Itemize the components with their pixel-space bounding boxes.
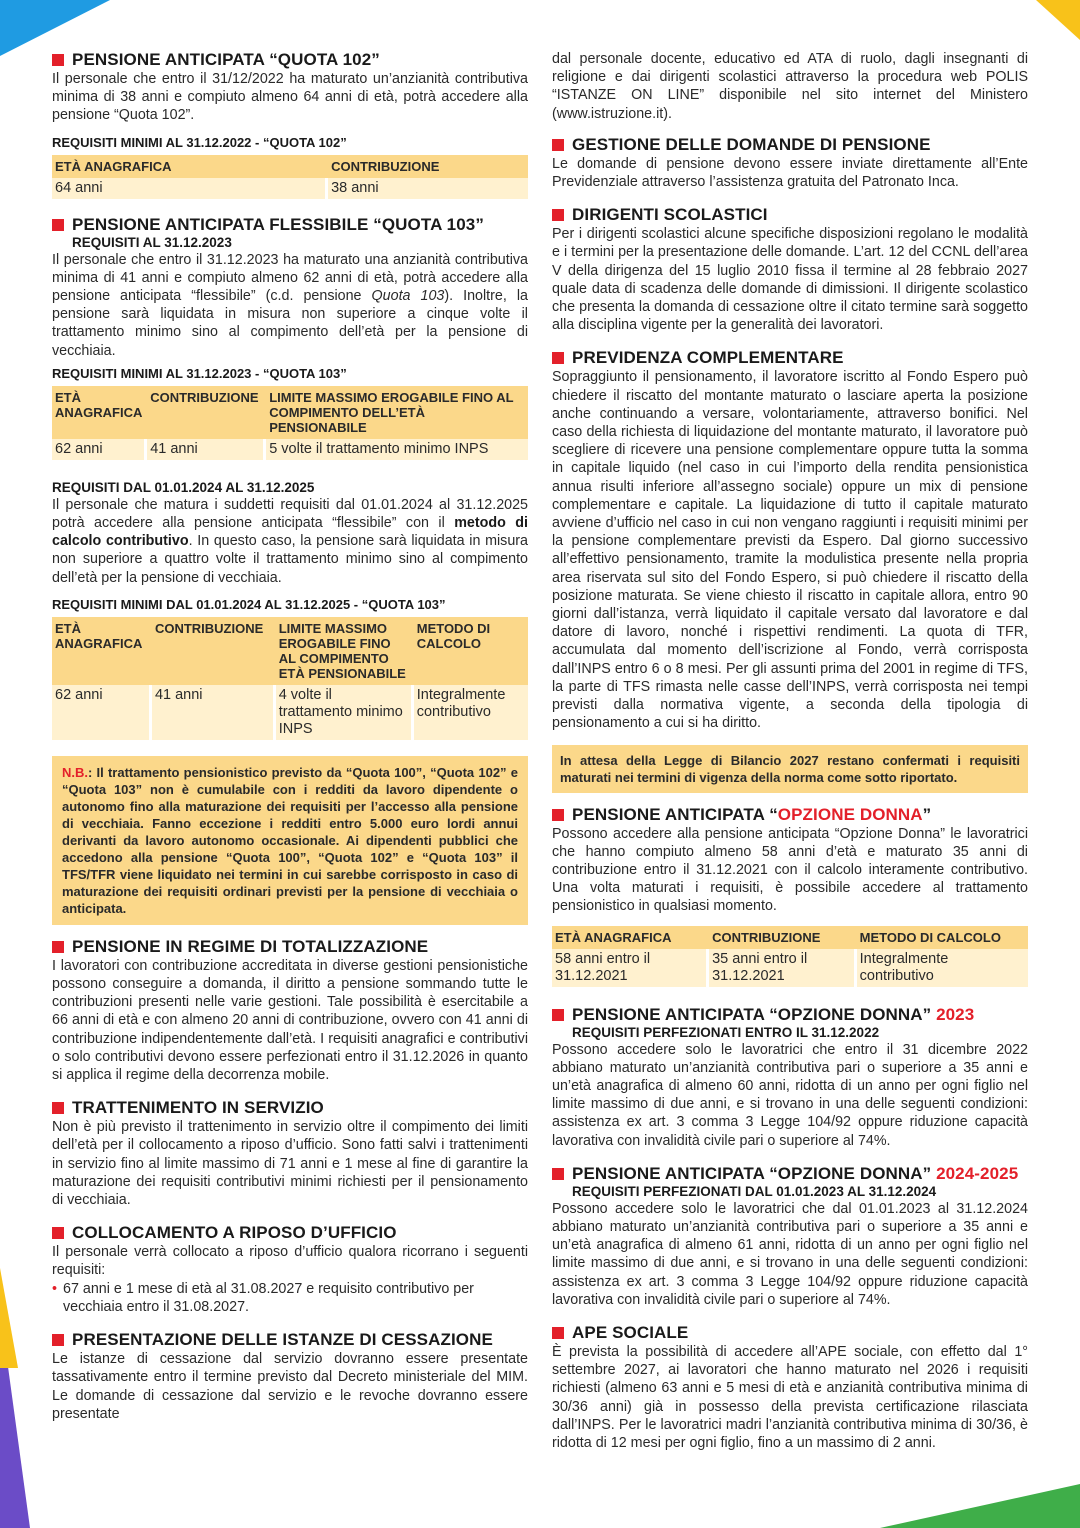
red-square-bullet-icon: [52, 1227, 64, 1239]
table-cell: 38 anni: [328, 178, 528, 199]
section-title: APE SOCIALE: [572, 1322, 689, 1342]
table-header: CONTRIBUZIONE: [152, 617, 276, 685]
section-previdenza: [552, 348, 1028, 732]
table-cell: 58 anni entro il 31.12.2021: [552, 949, 709, 987]
section-title: PENSIONE ANTICIPATA FLESSIBILE “QUOTA 103”: [72, 214, 484, 234]
section-dirigenti: [552, 205, 1028, 334]
table-cell: 41 anni: [152, 685, 276, 740]
red-square-bullet-icon: [52, 1334, 64, 1346]
section-body: Le domande di pensione devono essere inviate direttamente all’Ente Previdenziale attraverso l’assistenza gratuita del Patronato Inca.: [552, 155, 1028, 191]
section-collocamento: [52, 1223, 528, 1316]
section-body: Le istanze di cessazione dal servizio dovranno essere presentate tassativamente entro il termine previsto dal Decreto ministeriale del MIM. Le domande di cessazione dal servizio e le revoche dovranno essere presentate: [52, 1351, 528, 1422]
table-caption: REQUISITI MINIMI AL 31.12.2023 - “QUOTA 103”: [52, 365, 347, 381]
requirements-table-quota-103: [52, 386, 528, 460]
section-title: TRATTENIMENTO IN SERVIZIO: [72, 1098, 324, 1118]
section-caption: REQUISITI DAL 01.01.2024 AL 31.12.2025: [52, 479, 315, 495]
section-trattenimento: [52, 1098, 528, 1209]
left-column: [52, 50, 528, 1433]
section-body: I lavoratori con contribuzione accreditata in diverse gestioni pensionistiche possono conseguire a domanda, il diritto a pensione sommando tutte le contribuzioni presenti nelle varie gestioni. Tale possibilità è esercitabile a 66 anni di età e con almeno 20 anni di contribuzione, ovvero con 41 anni di contribuzione indipendentemente dall’età. I requisiti anagrafici e contributivi o solo contributivi devono essere perfezionati entro il 31.12.2026 in quanto si applica il regime della decorrenza mobile.: [52, 957, 528, 1084]
red-square-bullet-icon: [52, 1102, 64, 1114]
section-body: Possono accedere alla pensione anticipata “Opzione Donna” le lavoratrici che hanno compiuto almeno 58 anni d’età e maturato 35 anni di contribuzione entro il 31.12.2021 con il calcolo interamente contributivo. Una volta maturati i requisiti, è possibile accedere al trattamento pensionistico in qualsiasi momento.: [552, 825, 1028, 915]
section-title: PENSIONE IN REGIME DI TOTALIZZAZIONE: [72, 936, 429, 956]
section-subtitle: REQUISITI PERFEZIONATI ENTRO IL 31.12.2022: [572, 1024, 880, 1040]
section-quota-103: [52, 215, 528, 460]
section-requisiti-2024: [52, 480, 528, 740]
note-label: N.B.: [62, 764, 88, 780]
table-header: ETÀ ANAGRAFICA: [52, 617, 152, 685]
bullet-dot-icon: •: [52, 1280, 58, 1297]
requirements-table-quota-102: [52, 155, 528, 199]
table-cell: 41 anni: [147, 439, 266, 460]
section-title: PENSIONE ANTICIPATA “OPZIONE DONNA” 2024-2025: [572, 1163, 1019, 1183]
section-title: COLLOCAMENTO A RIPOSO D’UFFICIO: [72, 1223, 397, 1243]
section-ape-sociale: [552, 1323, 1028, 1452]
section-body: Sopraggiunto il pensionamento, il lavoratore iscritto al Fondo Espero può chiedere il riscatto del montante maturato o lasciare aperta la posizione anche continuando a versare, volontariamente, attraverso bonifici. Nel caso della richiesta di liquidazione del montante maturato, il lavoratore può scegliere di ricevere una pensione complementare oppure tutta la somma in capitale liquido (nel caso in cui l’importo della rendita pensionistica annua risulti inferiore all’assegno sociale) oppure un mix di pensione complementare e capitale. La liquidazione di tutto il capitale maturato avviene d’ufficio nel caso in cui non vengano raggiunti i requisiti minimi per la pensione complementare previsti da Espero. Dal giorno successivo all’effettivo pensionamento, tramite la modulistica presente nella propria area riservata sul sito del Fondo Espero, si può chiedere il riscatto della posizione maturata. Se viene chiesto il riscatto in capitale allora, entro 90 giorni dall’istanza, verrà liquidato il capitale versato dal lavoratore e dal datore di lavoro, nonché i rispettivi rendimenti. La quota di TFR, accumulata dal momento dell’iscrizione al Fondo, verrà corrisposta dall’INPS entro 6 o 8 mesi. Per gli assunti prima del 2001 in regime di TFS, la parte di TFS rimasta nelle casse dell’INPS, verrà corrisposta nei tempi previsti dalla normativa vigente, a seconda della tipologia di pensionamento a cui si ha diritto.: [552, 369, 1028, 732]
table-header: CONTRIBUZIONE: [709, 926, 857, 949]
red-square-bullet-icon: [552, 139, 564, 151]
section-body: Per i dirigenti scolastici alcune specifiche disposizioni regolano le modalità e i termini per la presentazione delle domande. L’art. 12 del CCNL dell’area V della dirigenza del 15 luglio 2010 fissa il termine al 28 febbraio 2027 quale data di scadenza delle domande di dimissioni. Il dirigente scolastico che presenta la domanda di cessazione oltre il citato termine sarà soggetto alla disciplina vigente per la generalità dei lavoratori.: [552, 226, 1028, 334]
table-caption: REQUISITI MINIMI DAL 01.01.2024 AL 31.12.2025 - “QUOTA 103”: [52, 596, 446, 612]
section-gestione: [552, 135, 1028, 191]
section-quota-102: [52, 50, 528, 199]
section-totalizzazione: [52, 937, 528, 1084]
table-cell: Integralmente contributivo: [414, 685, 528, 740]
section-title: PENSIONE ANTICIPATA “OPZIONE DONNA”: [572, 804, 932, 824]
table-header: CONTRIBUZIONE: [328, 155, 528, 178]
section-body: Il personale che entro il 31.12.2023 ha maturato una anzianità contributiva minima di 41 anni e compiuto almeno 62 anni di età, potrà accedere alla pensione anticipata “flessibile” (c.d. pensione Quota 103). Inoltre, la pensione sarà liquidata in misura non superiore a cinque volte il trattamento minimo sino al compimento dell’età per la pensione di vecchiaia.: [52, 251, 528, 359]
section-subtitle: REQUISITI AL 31.12.2023: [72, 234, 232, 250]
table-cell: 35 anni entro il 31.12.2021: [709, 949, 857, 987]
section-body: Il personale verrà collocato a riposo d’ufficio qualora ricorrano i seguenti requisiti:: [52, 1244, 528, 1279]
corner-decoration-top-right: [1024, 0, 1080, 40]
table-header: ETÀ ANAGRAFICA: [52, 155, 328, 178]
red-square-bullet-icon: [552, 1327, 564, 1339]
red-square-bullet-icon: [552, 209, 564, 221]
table-cell: 4 volte il trattamento minimo INPS: [276, 685, 414, 740]
corner-decoration-top-left: [0, 0, 110, 56]
right-column: [552, 50, 1028, 1462]
nb-note-box: [52, 756, 528, 925]
corner-decoration-bottom-left-yellow: [0, 1268, 18, 1368]
table-header: LIMITE MASSIMO EROGABILE FINO AL COMPIMENTO DELL’ETÀ PENSIONABILE: [266, 386, 528, 439]
section-subtitle: REQUISITI PERFEZIONATI DAL 01.01.2023 AL 31.12.2024: [572, 1183, 937, 1199]
table-header: METODO DI CALCOLO: [857, 926, 1028, 949]
red-square-bullet-icon: [552, 1009, 564, 1021]
istanze-continuation: dal personale docente, educativo ed ATA di ruolo, dagli insegnanti di religione e dai dirigenti scolastici attraverso la procedura web POLIS “ISTANZE ON LINE” disponibile nel sito internet del Ministero (www.istruzione.it).: [552, 51, 1028, 122]
table-row: [52, 685, 528, 740]
red-square-bullet-icon: [552, 352, 564, 364]
section-title: DIRIGENTI SCOLASTICI: [572, 205, 768, 225]
red-square-bullet-icon: [52, 219, 64, 231]
section-opzione-donna-2024: [552, 1164, 1028, 1309]
requirements-table-opzione-donna: [552, 926, 1028, 987]
list-item: • 67 anni e 1 mese di età al 31.08.2027 e requisito contributivo per vecchiaia entro il 31.08.2027.: [52, 1280, 474, 1315]
table-cell: 62 anni: [52, 439, 147, 460]
section-body: Possono accedere solo le lavoratrici che entro il 31 dicembre 2022 abbiano maturato un’anzianità contributiva pari o superiore a 35 anni e un’età anagrafica di almeno 60 anni, ridotta di un anno per ogni figlio nel limite massimo di due anni, e si trovano in una delle seguenti condizioni: assistenza ex art. 3 comma 3 Legge 104/92 oppure riduzione capacità lavorativa con invalidità civile pari o superiore al 74%.: [552, 1041, 1028, 1149]
table-header: CONTRIBUZIONE: [147, 386, 266, 439]
section-istanze: [52, 1330, 528, 1423]
section-body: È prevista la possibilità di accedere all’APE sociale, con effetto dal 1° settembre 2027, ai lavoratori che hanno maturato nel 2026 i requisiti richiesti (almeno 63 anni e 5 mesi di età e anzianità contributiva minima di 30/36 anni) già in possesso della prevista certificazione rilasciata dall’INPS. Per le lavoratrici madri l’anzianità contributiva minima di 30/36, è ridotta di 12 mesi per ogni figlio, fino a un massimo di 2 anni.: [552, 1343, 1028, 1451]
table-header: ETÀ ANAGRAFICA: [52, 386, 147, 439]
table-cell: 64 anni: [52, 178, 328, 199]
section-body: Possono accedere solo le lavoratrici che dal 01.01.2023 al 31.12.2024 abbiano maturato un’anzianità contributiva pari o superiore a 35 anni e un’età anagrafica di almeno 61 anni, ridotta di un anno per ogni figlio nel limite massimo di due anni, e si trovano in una delle seguenti condizioni: assistenza ex art. 3 comma 3 Legge 104/92 oppure riduzione capacità lavorativa con invalidità civile pari o superiore al 74%.: [552, 1200, 1028, 1308]
table-row: [52, 439, 528, 460]
table-cell: Integralmente contributivo: [857, 949, 1028, 987]
section-title: PENSIONE ANTICIPATA “OPZIONE DONNA” 2023: [572, 1004, 975, 1024]
section-title: PENSIONE ANTICIPATA “QUOTA 102”: [72, 50, 380, 69]
table-caption: REQUISITI MINIMI AL 31.12.2022 - “QUOTA 102”: [52, 134, 347, 150]
table-cell: 5 volte il trattamento minimo INPS: [266, 439, 528, 460]
table-header: ETÀ ANAGRAFICA: [552, 926, 709, 949]
section-title: PRESENTAZIONE DELLE ISTANZE DI CESSAZIONE: [72, 1330, 493, 1350]
red-square-bullet-icon: [552, 809, 564, 821]
table-row: [52, 178, 528, 199]
table-header: LIMITE MASSIMO EROGABILE FINO AL COMPIMENTO ETÀ PENSIONABILE: [276, 617, 414, 685]
table-header: METODO DI CALCOLO: [414, 617, 528, 685]
section-opzione-donna: [552, 805, 1028, 987]
note-text: : Il trattamento pensionistico previsto da “Quota 100”, “Quota 102” e “Quota 103” non è cumulabile con i redditi da lavoro dipendente o autonomo fino alla maturazione dei requisiti per l’accesso alla pensione di vecchiaia. Fanno eccezione i redditi entro 5.000 euro lordi annui derivanti da lavoro autonomo occasionale. Ai dipendenti pubblici che accedono alla pensione “Quota 100”, “Quota 102” e “Quota 103” il TFS/TFR viene liquidato nei termini in cui sarebbe corrisposto in caso di maturazione dei requisiti ordinari previsti per la pensione di vecchiaia o anticipata.: [62, 764, 518, 916]
table-row: [552, 949, 1028, 987]
requirements-table-2024: [52, 617, 528, 740]
table-cell: 62 anni: [52, 685, 152, 740]
red-square-bullet-icon: [552, 1168, 564, 1180]
section-title: PREVIDENZA COMPLEMENTARE: [572, 348, 844, 368]
section-title: GESTIONE DELLE DOMANDE DI PENSIONE: [572, 134, 931, 154]
red-square-bullet-icon: [52, 941, 64, 953]
section-body: Il personale che matura i suddetti requisiti dal 01.01.2024 al 31.12.2025 potrà accedere alla pensione anticipata “flessibile” con il metodo di calcolo contributivo. In questo caso, la pensione sarà liquidata in misura non superiore a quattro volte il trattamento minimo sino al compimento dell’età per la pensione di vecchiaia.: [52, 496, 528, 586]
corner-decoration-bottom-right: [880, 1484, 1080, 1528]
red-square-bullet-icon: [52, 54, 64, 66]
section-body: Il personale che entro il 31/12/2022 ha maturato un’anzianità contributiva minima di 38 anni e compiuto almeno 64 anni di età, potrà accedere alla pensione “Quota 102”.: [52, 71, 528, 124]
section-body: Non è più previsto il trattenimento in servizio oltre il compimento dei limiti dell’età per il collocamento a riposo d’ufficio. Sono fatti salvi i trattenimenti in servizio fino al limite massimo di 71 anni e 1 mese al fine di garantire la maturazione dei requisiti contributivi minimi richiesti per il pensionamento di vecchiaia.: [52, 1119, 528, 1209]
bilancio-note-box: In attesa della Legge di Bilancio 2027 restano confermati i requisiti maturati nei termini di vigenza della norma come sotto riportato.: [552, 745, 1028, 793]
section-opzione-donna-2023: [552, 1005, 1028, 1150]
